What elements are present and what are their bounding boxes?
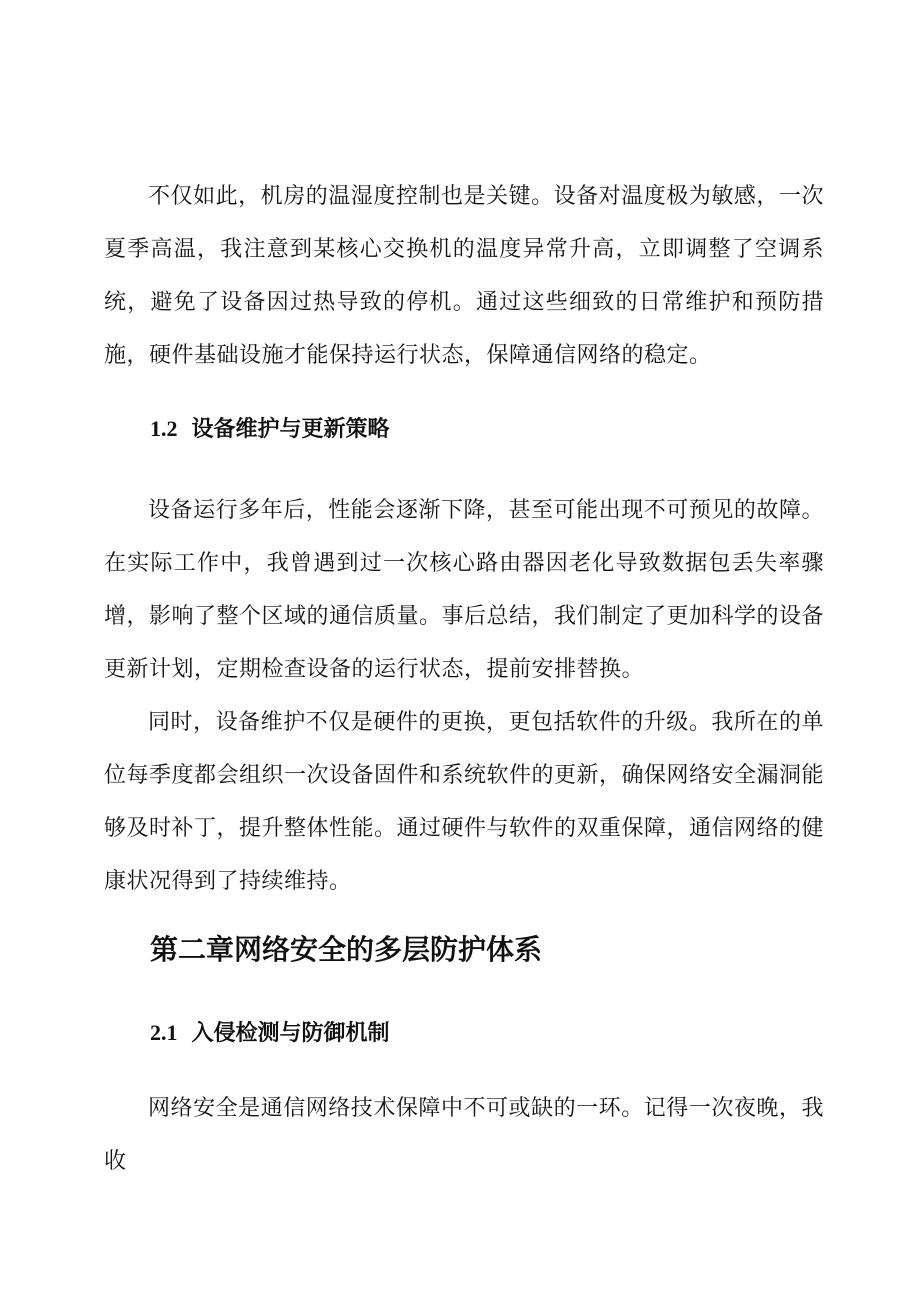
- chapter-heading-2: 第二章网络安全的多层防护体系: [150, 933, 543, 966]
- paragraph-software-upgrade: 同时，设备维护不仅是硬件的更换，更包括软件的升级。我所在的单位每季度都会组织一次设备固件和系统软件的更新，确保网络安全漏洞能够及时补丁，提升整体性能。通过硬件与软件的双重保障，通信网络的健康状况得到了持续维持。: [104, 710, 825, 894]
- section-title: 设备维护与更新策略: [191, 417, 390, 442]
- paragraph-temperature-control: 不仅如此，机房的温湿度控制也是关键。设备对温度极为敏感，一次夏季高温，我注意到某核心交换机的温度异常升高，立即调整了空调系统，避免了设备因过热导致的停机。通过这些细致的日常维护和预防措施，硬件基础设施才能保持运行状态，保障通信网络的稳定。: [104, 184, 824, 368]
- section-heading-2-1: [150, 1018, 390, 1049]
- section-title: 入侵检测与防御机制: [191, 1021, 390, 1046]
- section-heading-1-2: [150, 414, 390, 445]
- paragraph-equipment-update: 设备运行多年后，性能会逐渐下降，甚至可能出现不可预见的故障。在实际工作中，我曾遇到过一次核心路由器因老化导致数据包丢失率骤增，影响了整个区域的通信质量。事后总结，我们制定了更加科学的设备更新计划，定期检查设备的运行状态，提前安排替换。: [104, 498, 825, 682]
- section-number: 2.1: [150, 1020, 178, 1045]
- paragraph-network-security: 网络安全是通信网络技术保障中不可或缺的一环。记得一次夜晚，我收: [104, 1096, 824, 1174]
- section-number: 1.2: [150, 416, 178, 441]
